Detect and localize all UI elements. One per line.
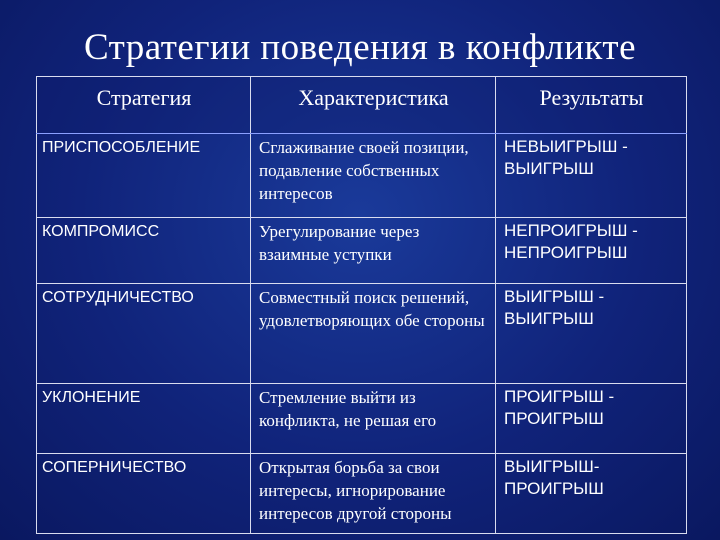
characteristic-cell: Урегулирование через взаимные уступки <box>251 218 496 284</box>
strategy-cell: КОМПРОМИСС <box>37 218 251 284</box>
result-cell: НЕВЫИГРЫШ - ВЫИГРЫШ <box>496 134 687 218</box>
result-cell: ПРОИГРЫШ - ПРОИГРЫШ <box>496 384 687 454</box>
header-strategy: Стратегия <box>37 77 251 134</box>
characteristic-cell: Сглаживание своей позиции, подавление собственных интересов <box>251 134 496 218</box>
characteristic-cell: Совместный поиск решений, удовлетворяющих обе стороны <box>251 284 496 384</box>
header-characteristic: Характеристика <box>251 77 496 134</box>
header-results: Результаты <box>496 77 687 134</box>
result-cell: ВЫИГРЫШ-ПРОИГРЫШ <box>496 454 687 534</box>
table-row <box>37 384 687 454</box>
strategy-cell: ПРИСПОСОБЛЕНИЕ <box>37 134 251 218</box>
table-row <box>37 454 687 534</box>
characteristic-cell: Открытая борьба за свои интересы, игнорирование интересов другой стороны <box>251 454 496 534</box>
result-cell: ВЫИГРЫШ - ВЫИГРЫШ <box>496 284 687 384</box>
strategy-cell: СОПЕРНИЧЕСТВО <box>37 454 251 534</box>
strategies-table <box>36 76 687 534</box>
table-header-row <box>37 77 687 134</box>
strategy-cell: УКЛОНЕНИЕ <box>37 384 251 454</box>
strategy-cell: СОТРУДНИЧЕСТВО <box>37 284 251 384</box>
characteristic-cell: Стремление выйти из конфликта, не решая его <box>251 384 496 454</box>
table-row <box>37 218 687 284</box>
result-cell: НЕПРОИГРЫШ - НЕПРОИГРЫШ <box>496 218 687 284</box>
table-row <box>37 284 687 384</box>
slide-title: Стратегии поведения в конфликте <box>83 27 637 68</box>
table-row <box>37 134 687 218</box>
